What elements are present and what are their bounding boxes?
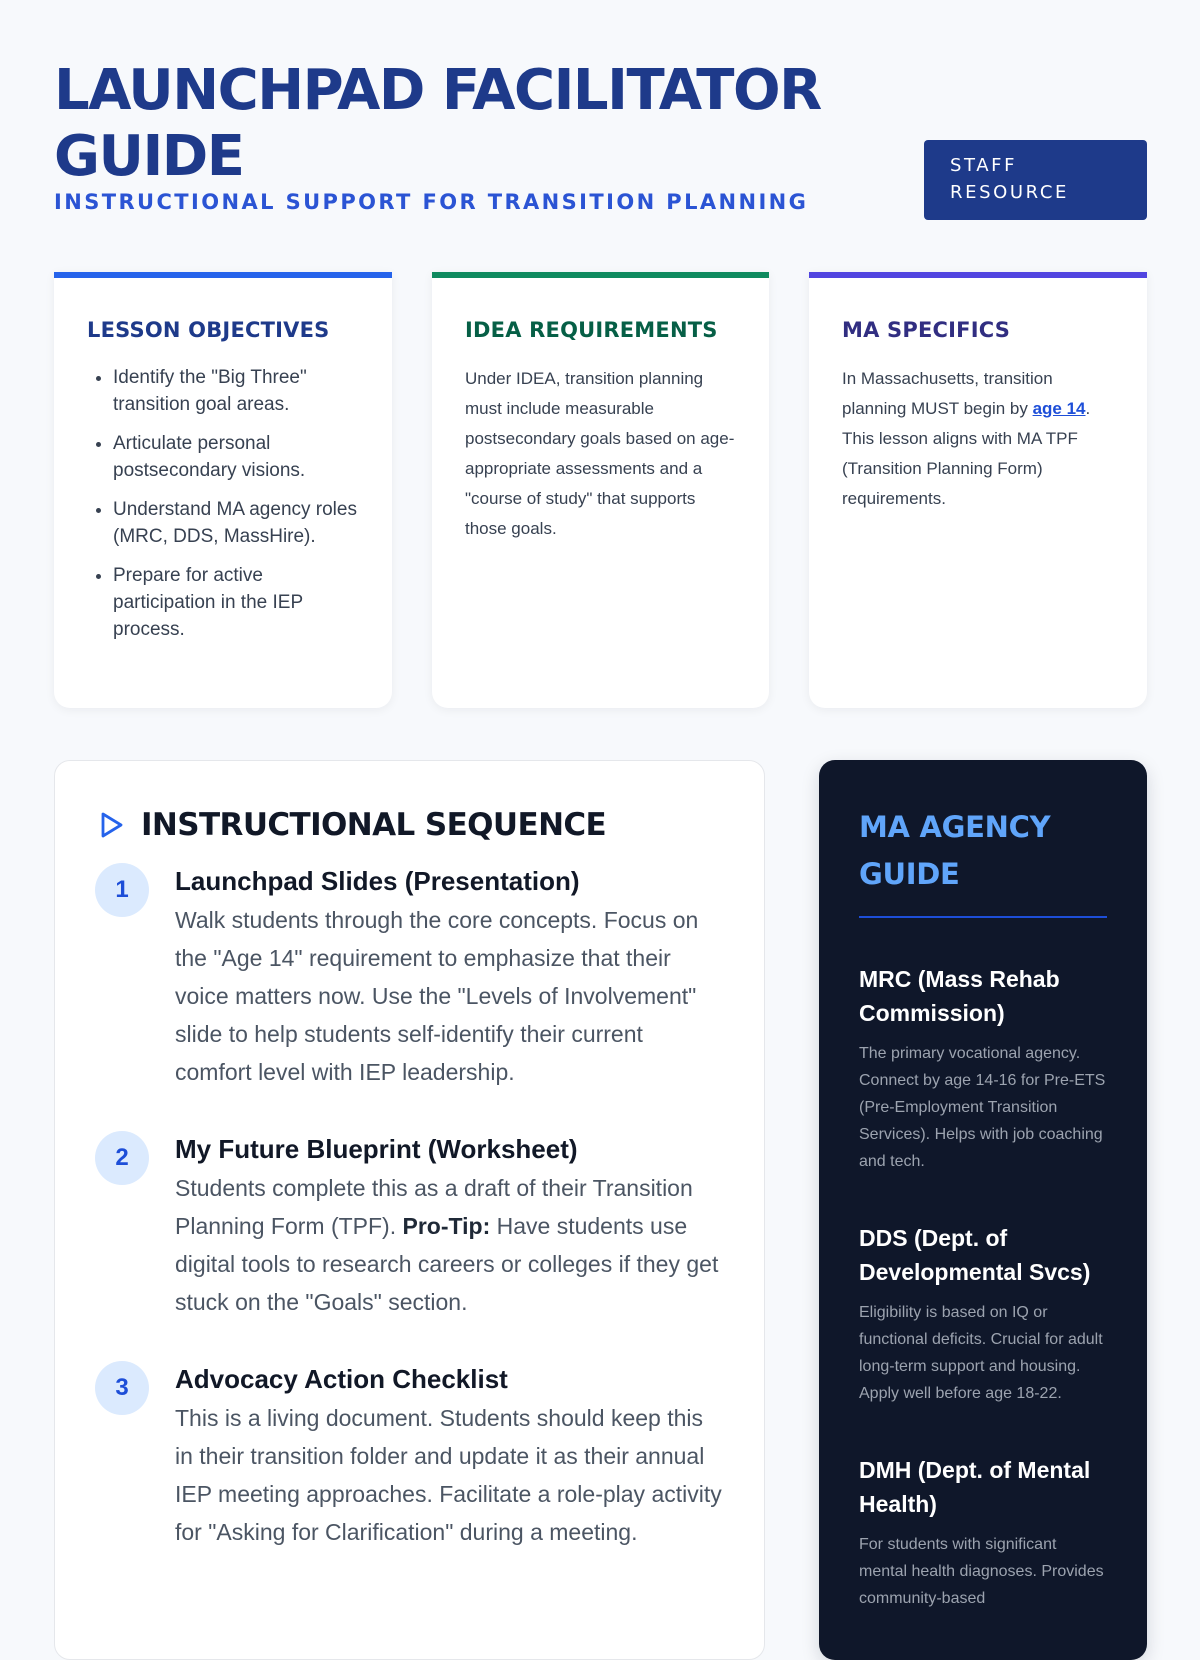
step-description xyxy=(175,1169,724,1321)
instructional-sequence-panel xyxy=(54,760,765,1660)
list-item: • Identify the "Big Three" transition goal areas. xyxy=(113,364,360,418)
sequence-step xyxy=(95,865,724,1091)
ma-specifics-text xyxy=(842,364,1115,514)
agency-name: DMH (Dept. of Mental Health) xyxy=(859,1457,1091,1517)
step-desc-after: Have students use digital tools to research careers or colleges if they get stuck on the "Goals" section. xyxy=(175,1213,719,1315)
pro-tip-label: Pro-Tip: xyxy=(402,1213,491,1239)
card-accent-bar xyxy=(809,272,1147,278)
agency-guide-title: MA AGENCY GUIDE xyxy=(859,804,1107,918)
ma-agency-guide-panel xyxy=(819,760,1147,1660)
ma-specifics-title: MA SPECIFICS xyxy=(842,318,1011,342)
play-icon xyxy=(95,810,125,840)
step-desc-before: Students complete this as a draft of their Transition Planning Form (TPF). xyxy=(175,1175,693,1239)
ma-text-before: In Massachusetts, transition planning MUST begin by xyxy=(842,369,1053,418)
agency-item-dmh xyxy=(859,1453,1107,1612)
list-item: • Prepare for active participation in the IEP process. xyxy=(113,562,360,643)
idea-requirements-title: IDEA REQUIREMENTS xyxy=(465,318,718,342)
agency-name: MRC (Mass Rehab Commission) xyxy=(859,966,1060,1026)
step-body xyxy=(175,1133,724,1321)
step-title: My Future Blueprint (Worksheet) xyxy=(175,1134,578,1164)
agency-item-mrc xyxy=(859,962,1107,1175)
step-description: Walk students through the core concepts. Focus on the "Age 14" requirement to emphasize that their voice matters now. Use the "Levels of Involvement" slide to help students self-identify their current comfort level with IEP leadership. xyxy=(175,907,699,1085)
objectives-list xyxy=(87,364,360,643)
step-number: 3 xyxy=(95,1361,149,1415)
agency-description: Eligibility is based on IQ or functional deficits. Crucial for adult long-term support and housing. Apply well before age 18-22. xyxy=(859,1304,1103,1402)
step-number: 1 xyxy=(95,863,149,917)
list-item: • Articulate personal postsecondary visions. xyxy=(113,430,360,484)
agency-description: For students with significant mental health diagnoses. Provides community-based xyxy=(859,1536,1104,1607)
step-number: 2 xyxy=(95,1131,149,1185)
agency-name: DDS (Dept. of Developmental Svcs) xyxy=(859,1225,1091,1285)
idea-requirements-text: Under IDEA, transition planning must include measurable postsecondary goals based on age-appropriate assessments and a "course of study" that supports those goals. xyxy=(465,369,735,538)
card-accent-bar xyxy=(432,272,769,278)
step-title: Launchpad Slides (Presentation) xyxy=(175,866,580,896)
agency-item-dds xyxy=(859,1221,1107,1407)
step-body xyxy=(175,865,724,1091)
sequence-title: INSTRUCTIONAL SEQUENCE xyxy=(141,807,607,843)
step-title: Advocacy Action Checklist xyxy=(175,1364,508,1394)
page-title: LAUNCHPAD FACILITATOR GUIDE xyxy=(54,58,821,189)
lesson-objectives-title: LESSON OBJECTIVES xyxy=(87,318,330,342)
sequence-header xyxy=(95,807,724,843)
ma-specifics-card xyxy=(809,272,1147,708)
sequence-step xyxy=(95,1363,724,1551)
age-14-link[interactable]: age 14 xyxy=(1032,399,1086,418)
step-description: This is a living document. Students should keep this in their transition folder and update it as their annual IEP meeting approaches. Facilitate a role-play activity for "Asking for Clarification" during a meeting. xyxy=(175,1405,722,1545)
step-body xyxy=(175,1363,724,1551)
staff-resource-badge: STAFF RESOURCE xyxy=(924,140,1147,220)
idea-requirements-card xyxy=(432,272,769,708)
card-accent-bar xyxy=(54,272,392,278)
page-subtitle: INSTRUCTIONAL SUPPORT FOR TRANSITION PLANNING xyxy=(54,190,809,214)
agency-description: The primary vocational agency. Connect by age 14-16 for Pre-ETS (Pre-Employment Transition Services). Helps with job coaching and tech. xyxy=(859,1045,1106,1170)
ma-text-after: . This lesson aligns with MA TPF (Transition Planning Form) requirements. xyxy=(842,399,1091,508)
list-item: • Understand MA agency roles (MRC, DDS, MassHire). xyxy=(113,496,360,550)
lesson-objectives-card xyxy=(54,272,392,708)
sequence-step xyxy=(95,1133,724,1321)
